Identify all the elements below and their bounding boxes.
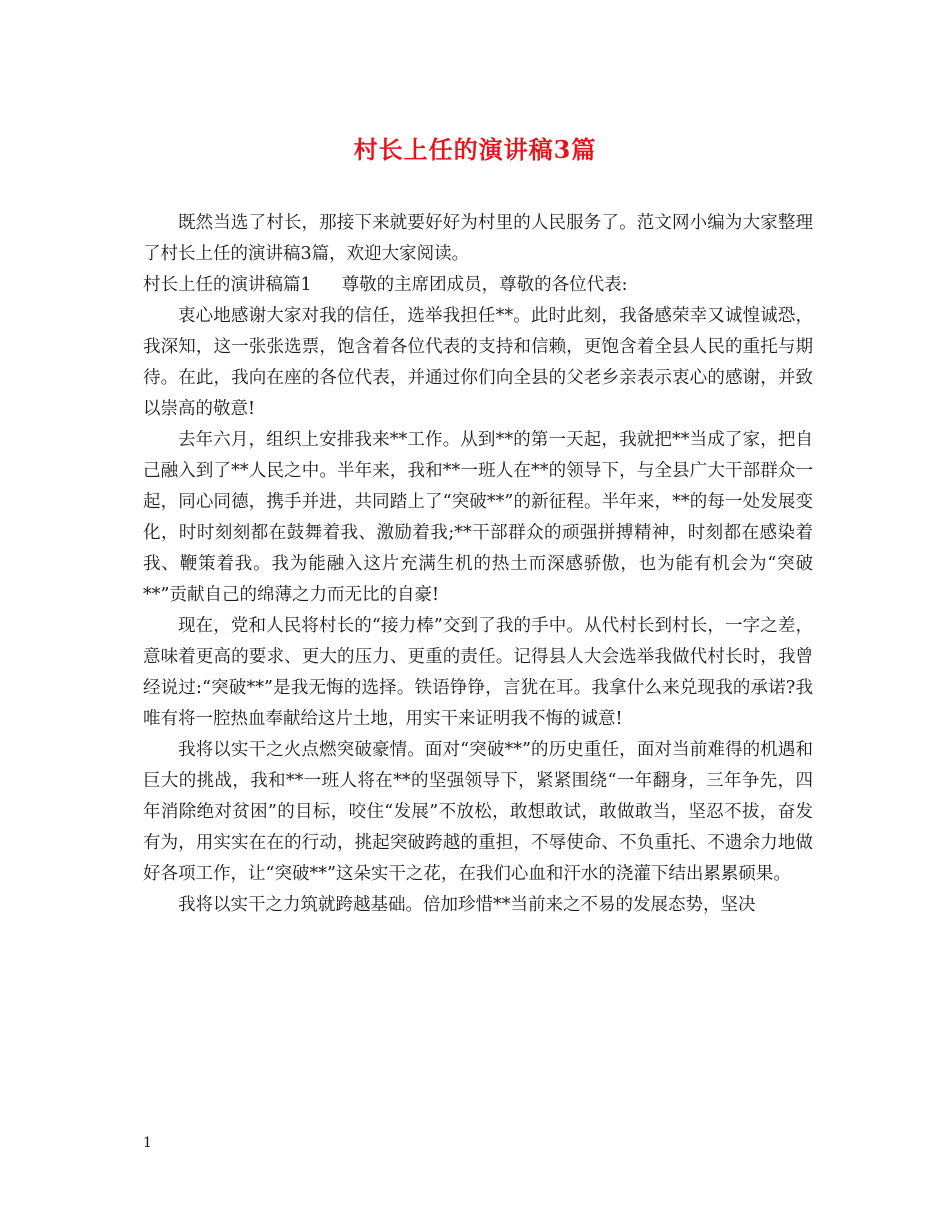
salutation: 尊敬的主席团成员，尊敬的各位代表: <box>341 275 628 295</box>
intro-paragraph: 既然当选了村长，那接下来就要好好为村里的人民服务了。范文网小编为大家整理了村长上任的演讲稿3篇，欢迎大家阅读。 <box>143 213 813 264</box>
body-paragraph: 现在，党和人民将村长的“接力棒”交到了我的手中。从代村长到村长，一字之差，意味着更高的要求、更大的压力、更重的责任。记得县人大会选举我做代村长时，我曾经说过:“突破**”是我无悔的选择。铁语铮铮，言犹在耳。我拿什么来兑现我的承诺?我唯有将一腔热血奉献给这片土地，用实干来证明我不悔的诚意! <box>143 616 813 729</box>
body-paragraph: 衷心地感谢大家对我的信任，选举我担任**。此时此刻，我备感荣幸又诚惶诚恐，我深知，这一张张选票，饱含着各位代表的支持和信赖，更饱含着全县人民的重托与期待。在此，我向在座的各位代表，并通过你们向全县的父老乡亲表示衷心的感谢，并致以崇高的敬意! <box>143 306 813 419</box>
body-paragraph: 我将以实干之火点燃突破豪情。面对“突破**”的历史重任，面对当前难得的机遇和巨大的挑战，我和**一班人将在**的坚强领导下，紧紧围绕“一年翻身，三年争先，四年消除绝对贫困”的目标，咬住“发展”不放松，敢想敢试，敢做敢当，坚忍不拔，奋发有为，用实实在在的行动，挑起突破跨越的重担，不辱使命、不负重托、不遗余力地做好各项工作，让“突破**”这朵实干之花，在我们心血和汗水的浇灌下结出累累硕果。 <box>143 740 813 884</box>
document-title: 村长上任的演讲稿3篇 <box>353 135 597 164</box>
body-paragraph: 我将以实干之力筑就跨越基础。倍加珍惜**当前来之不易的发展态势，坚决 <box>178 895 756 915</box>
document-body <box>143 208 813 921</box>
section-heading-line <box>143 270 813 301</box>
page-number: 1 <box>143 1135 152 1151</box>
body-paragraph: 去年六月，组织上安排我来**工作。从到**的第一天起，我就把**当成了家，把自己融入到了**人民之中。半年来，我和**一班人在**的领导下，与全县广大干部群众一起，同心同德，携手并进，共同踏上了“突破**”的新征程。半年来，**的每一处发展变化，时时刻刻都在鼓舞着我、激励着我;**干部群众的顽强拼搏精神，时刻都在感染着我、鞭策着我。我为能融入这片充满生机的热土而深感骄傲，也为能有机会为“突破**”贡献自己的绵薄之力而无比的自豪! <box>143 430 813 605</box>
section-label: 村长上任的演讲稿篇1 <box>143 275 312 295</box>
